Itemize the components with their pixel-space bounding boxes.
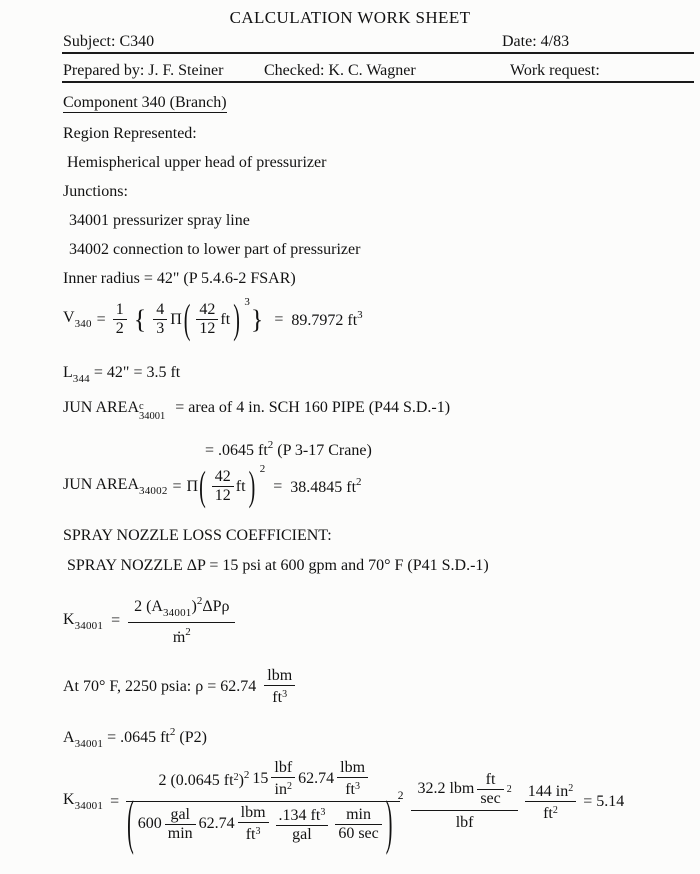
denominator-ft2: $ft^2$ — [543, 805, 558, 822]
a-reference: (P2) — [179, 729, 207, 746]
result-exponent: 3 — [357, 309, 363, 321]
fraction-42-12: $\frac{42}{12}$ — [212, 469, 234, 504]
a-subscript: 34001 — [162, 607, 192, 619]
left-paren: ( — [127, 791, 134, 857]
jun-area-result: 38.4845 $ft^2$ — [290, 476, 362, 496]
k-symbol: $K_{34001}$ — [63, 610, 104, 632]
exponent-2: 2 — [185, 626, 191, 638]
main-denominator — [126, 790, 404, 857]
l344-symbol: $L_{344}$ — [63, 364, 90, 385]
exponent-3: 3 — [320, 807, 326, 818]
junctions-heading: Junctions: — [63, 183, 128, 200]
term-32-2-lbm: 32.2 lbm — [417, 780, 475, 797]
fraction-four-thirds: $\frac{4}{3}$ — [153, 302, 167, 337]
equals-sign: = — [110, 792, 120, 810]
fraction-lbm-ft3: $\frac{\text{lbm}}{ft^3}$ — [337, 760, 368, 798]
equals-sign: = — [172, 477, 182, 495]
fraction-gal-min: $\frac{\text{gal}}{\min}$ — [165, 807, 196, 842]
exponent-2: 2 — [552, 805, 558, 816]
pi-symbol: Π — [186, 477, 199, 495]
term-62-74: 62.74 — [298, 770, 335, 787]
main-numerator — [126, 760, 400, 802]
v340-subscript: 340 — [74, 318, 92, 330]
right-paren: ) — [385, 791, 393, 857]
eq-v340: $V_{340}$ = $\frac{1}{2}$ { $\frac{4}{3}$ Π ( $\frac{42}{12}$ ft ) 3 } = 89.7972 $ft^3$ — [63, 295, 363, 343]
junction-item-34002: 34002 connection to lower part of pressurizer — [69, 241, 361, 258]
pi-symbol: Π — [170, 310, 182, 328]
delta-p-rho: ΔPρ — [202, 598, 230, 615]
eq-k34001-symbolic — [63, 595, 235, 647]
a-symbol: $A_{34001}$ — [63, 729, 104, 750]
exponent-2: 2 — [287, 781, 292, 792]
v340-result: 89.7972 $ft^3$ — [291, 309, 363, 329]
fraction-lbf-in2: $\frac{\text{lbf}}{in^2}$ — [271, 760, 295, 798]
fraction-one-half: $\frac{1}{2}$ — [113, 302, 127, 337]
gc-numerator — [411, 772, 517, 811]
term-600: 600 — [137, 815, 162, 832]
k-fraction — [128, 595, 235, 647]
density-text: At 70° F, 2250 psia: ρ = 62.74 — [63, 678, 257, 695]
numerator — [128, 595, 235, 623]
gc-fraction — [411, 772, 517, 832]
fraction-42-12: $\frac{42}{12}$ — [196, 302, 218, 337]
equals-sign: = — [274, 310, 284, 328]
fraction-min-60sec: $\frac{\min}{60 \sec}$ — [335, 807, 381, 842]
fraction-ft-sec: $\frac{ft}{\sec}$ — [477, 772, 503, 807]
region-value: Hemispherical upper head of pressurizer — [67, 154, 327, 171]
gc-denominator: lbf — [455, 813, 474, 831]
l344-value: = 42" = 3.5 ft — [93, 364, 181, 381]
junction-item-34001: 34001 pressurizer spray line — [69, 212, 250, 229]
numerator-terms: 2 $(A_{34001})^2\Delta P\rho$ — [134, 595, 230, 619]
equals-sign: = — [111, 612, 121, 629]
exponent-3: 3 — [355, 781, 360, 792]
denominator-in2: $in^2$ — [274, 781, 292, 798]
a-value: = .0645 ft — [107, 729, 170, 746]
spray-nozzle-condition: SPRAY NOZZLE ΔP = 15 psi at 600 gpm and 70° F (P41 S.D.-1) — [67, 557, 489, 574]
exponent-2: 2 — [506, 783, 512, 795]
right-paren-cubed — [232, 295, 250, 343]
jun-area-symbol: JUN AREA — [63, 399, 140, 416]
eq-jun-area-34001-value — [205, 439, 372, 460]
sheet-title: CALCULATION WORK SHEET — [229, 8, 471, 27]
close-paren: ) — [238, 771, 244, 789]
denominator-ft3: $ft^3$ — [245, 826, 261, 843]
right-paren: ) — [233, 296, 240, 343]
exponent-2: 2 — [568, 783, 574, 794]
exponent-3: 3 — [282, 689, 288, 700]
right-paren: ) — [248, 463, 256, 510]
left-paren: ( — [199, 463, 206, 510]
numerator-144-in2: 144 $in^2$ — [525, 781, 576, 802]
numerator-134-ft3: .134 $ft^3$ — [276, 805, 329, 826]
prepared-by-field: Prepared by: J. F. Steiner — [63, 62, 224, 79]
denominator-ft3: $ft^3$ — [272, 689, 288, 706]
close-paren: ) — [191, 598, 197, 615]
main-fraction — [126, 759, 404, 857]
m-dot: ṁ$^2$ — [172, 626, 191, 646]
region-heading: Region Represented: — [63, 125, 197, 142]
jun-area-supsub — [139, 402, 165, 422]
fraction-lbm-ft3: $\frac{\text{lbm}}{ft^3}$ — [264, 668, 295, 706]
final-result: = 5.14 — [583, 792, 625, 810]
exponent-2: 2 — [397, 790, 404, 802]
work-request-field: Work request: — [510, 62, 600, 79]
component-heading-text: Component 340 (Branch) — [63, 94, 227, 111]
term-15: 15 — [252, 770, 269, 787]
density-note — [63, 668, 297, 706]
subject-field: Subject: C340 — [63, 33, 155, 50]
header-rule-2 — [62, 81, 694, 83]
date-field: Date: 4/83 — [502, 33, 570, 50]
subscript-34001: 34001 — [139, 411, 166, 422]
exponent-2: 2 — [169, 726, 176, 738]
spray-coefficient-heading: SPRAY NOZZLE LOSS COEFFICIENT: — [63, 527, 332, 544]
exponent-2: 2 — [196, 595, 203, 607]
eq-l344 — [63, 364, 180, 385]
result-exponent: 2 — [356, 476, 362, 488]
a-subscript: 34001 — [74, 738, 104, 750]
term-2-area: 2 (0.0645 $ft^2)^2$ — [158, 768, 250, 789]
outer-exponent-2: 2 — [243, 768, 250, 781]
denominator — [128, 623, 235, 647]
equals-sign: = — [273, 477, 283, 495]
eq-jun-area-34002 — [63, 462, 362, 510]
exponent-3: 3 — [244, 295, 250, 308]
eq-jun-area-34001 — [63, 399, 450, 422]
jun-area-value: = .0645 ft — [205, 442, 268, 459]
equals-sign: = — [96, 310, 106, 328]
left-paren: ( — [183, 296, 191, 343]
header-rule-1 — [62, 52, 694, 54]
fraction-ft3-gal: $\frac{.134 ft^3}{\text{gal}}$ — [276, 805, 329, 843]
k-subscript: 34001 — [74, 800, 104, 812]
subscript-34002: 34002 — [139, 485, 168, 497]
exponent-2: 2 — [259, 462, 266, 475]
inner-radius-note: Inner radius = 42" (P 5.4.6-2 FSAR) — [63, 270, 296, 287]
exponent-2: 2 — [233, 771, 239, 783]
v340-symbol: $V_{340}$ — [63, 309, 92, 330]
right-paren-squared — [248, 462, 266, 510]
jun-area-reference: (P 3-17 Crane) — [277, 442, 372, 459]
fraction-lbm-ft3: $\frac{\text{lbm}}{ft^3}$ — [238, 805, 269, 843]
checked-by-field: Checked: K. C. Wagner — [264, 62, 416, 79]
conversion-fraction — [525, 781, 576, 822]
unit-ft: ft — [220, 310, 231, 328]
eq-k34001-numeric — [63, 759, 625, 857]
superscript-c: c — [139, 401, 144, 412]
denominator-ft3: $ft^3$ — [345, 781, 360, 798]
exponent-3: 3 — [255, 826, 261, 837]
component-heading — [63, 94, 227, 112]
unit-ft: ft — [235, 477, 246, 495]
eq-a34001 — [63, 726, 207, 750]
k-subscript: 34001 — [74, 619, 104, 632]
l344-subscript: 344 — [72, 373, 90, 385]
exponent-2: 2 — [267, 439, 274, 451]
right-paren-squared — [385, 790, 404, 857]
k-symbol: $K_{34001}$ — [63, 791, 104, 812]
term-62-74: 62.74 — [198, 815, 235, 832]
jun-area-definition: = area of 4 in. SCH 160 PIPE (P44 S.D.-1) — [175, 399, 451, 416]
jun-area-symbol: JUN $AREA_{34002}$ — [63, 476, 168, 497]
